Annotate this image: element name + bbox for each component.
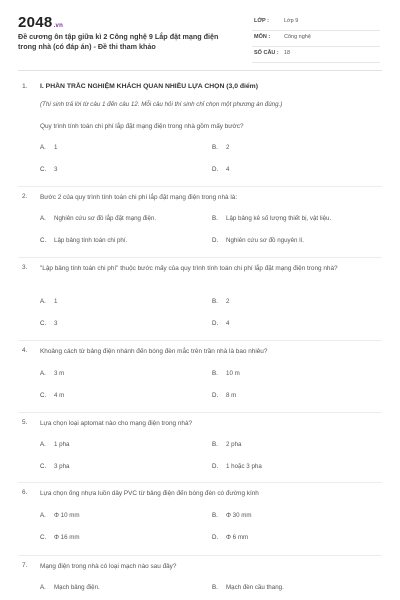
answer-option-a[interactable]: A. 3 m xyxy=(40,370,65,377)
question-text: "Lập bảng tính toán chi phí" thuộc bước mấy của quy trình tính toán chi phí lắp đặt mạng điện trong nhà? xyxy=(40,265,338,272)
answer-option-d[interactable]: D. 4 xyxy=(212,166,230,173)
question-divider xyxy=(18,482,382,483)
answer-option-d[interactable]: D. 4 xyxy=(212,320,230,327)
logo-suffix: .vn xyxy=(53,23,64,29)
question-number: 3. xyxy=(22,264,28,271)
answer-option-b[interactable]: B. Mạch đèn cầu thang. xyxy=(212,584,284,591)
meta-value: Lớp 9 xyxy=(284,18,299,24)
answer-option-b[interactable]: B. 2 xyxy=(212,144,230,151)
question-number: 5. xyxy=(22,419,28,426)
answer-option-c[interactable]: C. Φ 16 mm xyxy=(40,534,80,541)
section-instruction: (Thí sinh trả lời từ câu 1 đến câu 12. Mỗi câu hỏi thí sinh chỉ chọn một phương án đúng.) xyxy=(40,101,283,108)
answer-option-a[interactable]: A. 1 xyxy=(40,144,58,151)
answer-option-a[interactable]: A. Mạch bảng điện. xyxy=(40,584,100,591)
answer-option-d[interactable]: D. Nghiên cứu sơ đồ nguyên lí. xyxy=(212,237,305,244)
question-text: Mạng điện trong nhà có loại mạch nào sau đây? xyxy=(40,563,177,570)
answer-option-a[interactable]: A. Φ 10 mm xyxy=(40,512,80,519)
question-divider xyxy=(18,412,382,413)
question-text: Khoảng cách từ bảng điện nhánh đến bóng đèn mắc trên trần nhà là bao nhiêu? xyxy=(40,348,268,355)
document-title: Đề cương ôn tập giữa kì 2 Công nghệ 9 Lắp đặt mạng điện trong nhà (có đáp án) - Đề thi tham khảo xyxy=(18,32,219,51)
meta-value: Công nghệ xyxy=(284,34,311,40)
meta-row-count xyxy=(252,46,380,63)
question-divider xyxy=(18,340,382,341)
answer-option-c[interactable]: C. 3 xyxy=(40,166,58,173)
site-logo[interactable] xyxy=(18,14,63,31)
answer-option-b[interactable]: B. 2 pha xyxy=(212,441,242,448)
question-divider xyxy=(18,257,382,258)
document-header xyxy=(0,0,400,64)
meta-label: SỐ CÂU : xyxy=(254,50,279,56)
answer-option-d[interactable]: D. 8 m xyxy=(212,392,237,399)
answer-option-b[interactable]: B. Φ 30 mm xyxy=(212,512,252,519)
question-number: 4. xyxy=(22,347,28,354)
answer-option-c[interactable]: C. 3 pha xyxy=(40,463,70,470)
meta-label: MÔN : xyxy=(254,34,271,40)
answer-option-c[interactable]: C. 3 xyxy=(40,320,58,327)
question-text: Lựa chọn loại aptomat nào cho mạng điện trong nhà? xyxy=(40,420,193,427)
answer-option-b[interactable]: B. 10 m xyxy=(212,370,240,377)
answer-option-b[interactable]: B. Lập bảng kê số lượng thiết bị, vật liệu. xyxy=(212,215,332,222)
logo-text: 2048 xyxy=(18,14,53,31)
answer-option-d[interactable]: D. 1 hoặc 3 pha xyxy=(212,463,262,470)
question-number: 7. xyxy=(22,562,28,569)
answer-option-d[interactable]: D. Φ 6 mm xyxy=(212,534,249,541)
section-number: 1. xyxy=(22,83,28,90)
question-text: Lựa chọn ống nhựa luồn dây PVC từ bảng điện đến bóng đèn có đường kính xyxy=(40,490,259,497)
question-text: Quy trình tính toán chi phí lắp đặt mạng điện trong nhà gồm mấy bước? xyxy=(40,123,244,130)
answer-option-a[interactable]: A. 1 xyxy=(40,298,58,305)
answer-option-a[interactable]: A. Nghiên cứu sơ đồ lắp đặt mạng điện. xyxy=(40,215,157,222)
question-number: 6. xyxy=(22,489,28,496)
answer-option-b[interactable]: B. 2 xyxy=(212,298,230,305)
question-divider xyxy=(18,186,382,187)
section-title: I. PHẦN TRẮC NGHIỆM KHÁCH QUAN NHIỀU LỰA CHỌN (3,0 điểm) xyxy=(40,83,258,90)
meta-label: LỚP : xyxy=(254,18,269,24)
meta-row-subject xyxy=(252,30,380,47)
answer-option-a[interactable]: A. 1 pha xyxy=(40,441,70,448)
header-divider xyxy=(18,70,382,71)
question-divider xyxy=(18,555,382,556)
meta-row-class xyxy=(252,14,380,31)
question-number: 2. xyxy=(22,193,28,200)
answer-option-c[interactable]: C. Lập bảng tính toán chi phí. xyxy=(40,237,128,244)
question-text: Bước 2 của quy trình tính toán chi phí lắp đặt mạng điện trong nhà là: xyxy=(40,194,238,201)
answer-option-c[interactable]: C. 4 m xyxy=(40,392,65,399)
meta-value: 18 xyxy=(284,50,291,56)
